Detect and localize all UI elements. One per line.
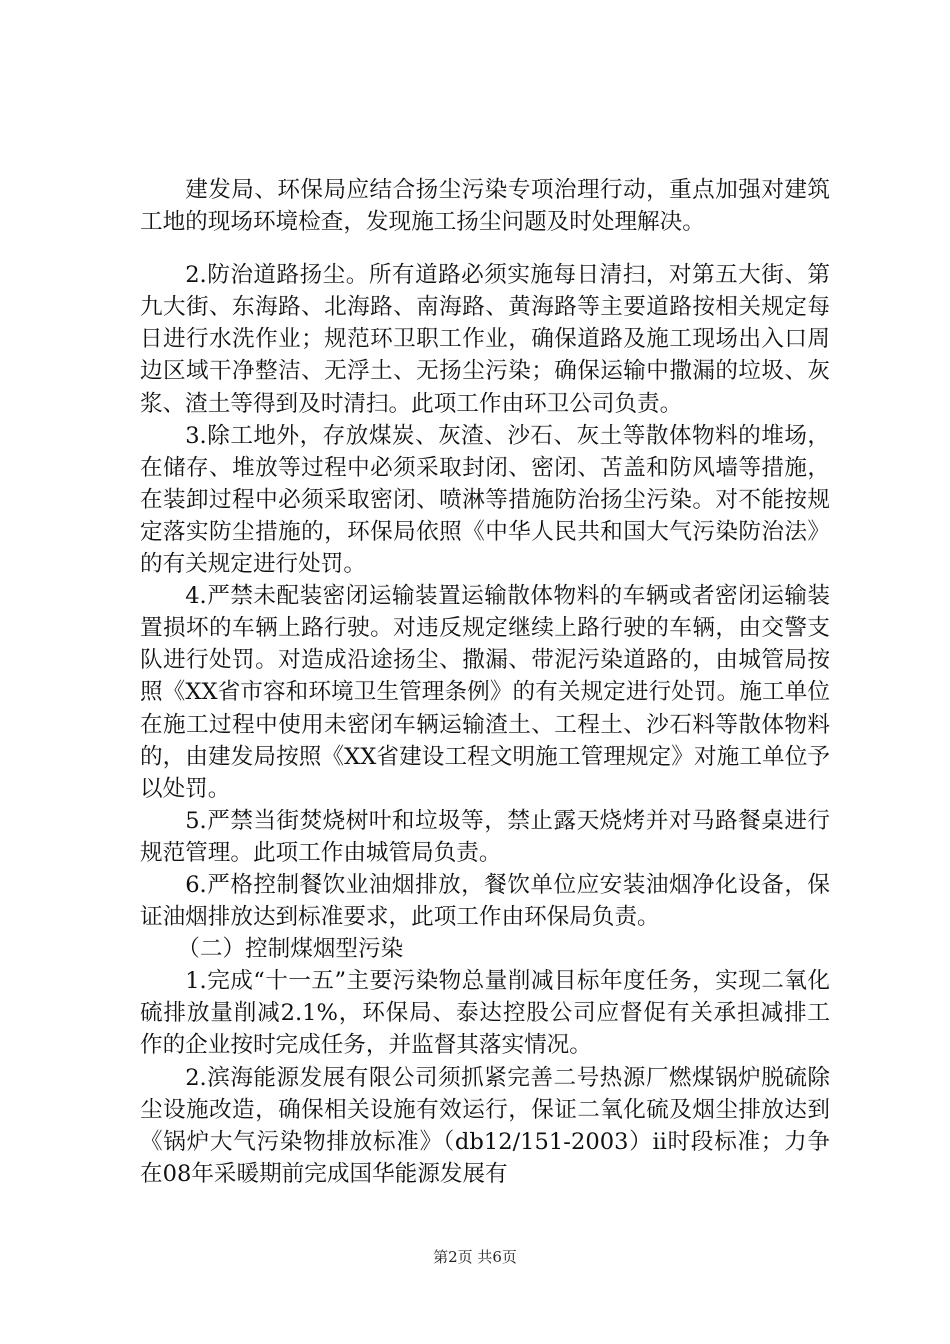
paragraph-sub-item-2: 2.滨海能源发展有限公司须抓紧完善二号热源厂燃煤锅炉脱硫除尘设施改造，确保相关设施有效运行，保证二氧化硫及烟尘排放达到《锅炉大气污染物排放标准》（db12/151-2003）ii时段标准；力争在08年采暖期前完成国华能源发展有	[140, 1064, 830, 1187]
paragraph-item-5: 5.严禁当街焚烧树叶和垃圾等，禁止露天烧烤并对马路餐桌进行规范管理。此项工作由城管局负责。	[140, 807, 830, 866]
paragraph-item-6: 6.严格控制餐饮业油烟排放，餐饮单位应安装油烟净化设备，保证油烟排放达到标准要求，此项工作由环保局负责。	[140, 871, 830, 931]
paragraph-item-2: 2.防治道路扬尘。所有道路必须实施每日清扫，对第五大街、第九大街、东海路、北海路、南海路、黄海路等主要道路按相关规定每日进行水洗作业；规范环卫职工作业，确保道路及施工现场出入口周边区域干净整洁、无浮土、无扬尘污染；确保运输中撒漏的垃圾、灰浆、渣土等得到及时清扫。此项工作由环卫公司负责。	[140, 262, 830, 417]
page-number-footer: 第2页 共6页	[433, 1248, 517, 1266]
paragraph-sub-item-1: 1.完成“十一五”主要污染物总量削减目标年度任务，实现二氧化硫排放量削减2.1%，环保局、泰达控股公司应督促有关承担减排工作的企业按时完成任务，并监督其落实情况。	[140, 968, 830, 1059]
paragraph-item-3: 3.除工地外，存放煤炭、灰渣、沙石、灰土等散体物料的堆场，在储存、堆放等过程中必须采取封闭、密闭、苫盖和防风墙等措施，在装卸过程中必须采取密闭、喷淋等措施防治扬尘污染。对不能按规定落实防尘措施的，环保局依照《中华人民共和国大气污染防治法》的有关规定进行处罚。	[140, 422, 830, 578]
document-body	[140, 174, 830, 1190]
section-heading: （二）控制煤烟型污染	[177, 936, 404, 963]
paragraph-intro: 建发局、环保局应结合扬尘污染专项治理行动，重点加强对建筑工地的现场环境检查，发现施工扬尘问题及时处理解决。	[140, 177, 830, 236]
paragraph-item-4: 4.严禁未配装密闭运输装置运输散体物料的车辆或者密闭运输装置损坏的车辆上路行驶。对违反规定继续上路行驶的车辆，由交警支队进行处罚。对造成沿途扬尘、撒漏、带泥污染道路的，由城管局按照《XX省市容和环境卫生管理条例》的有关规定进行处罚。施工单位在施工过程中使用未密闭车辆运输渣土、工程土、沙石料等散体物料的，由建发局按照《XX省建设工程文明施工管理规定》对施工单位予以处罚。	[140, 583, 830, 802]
